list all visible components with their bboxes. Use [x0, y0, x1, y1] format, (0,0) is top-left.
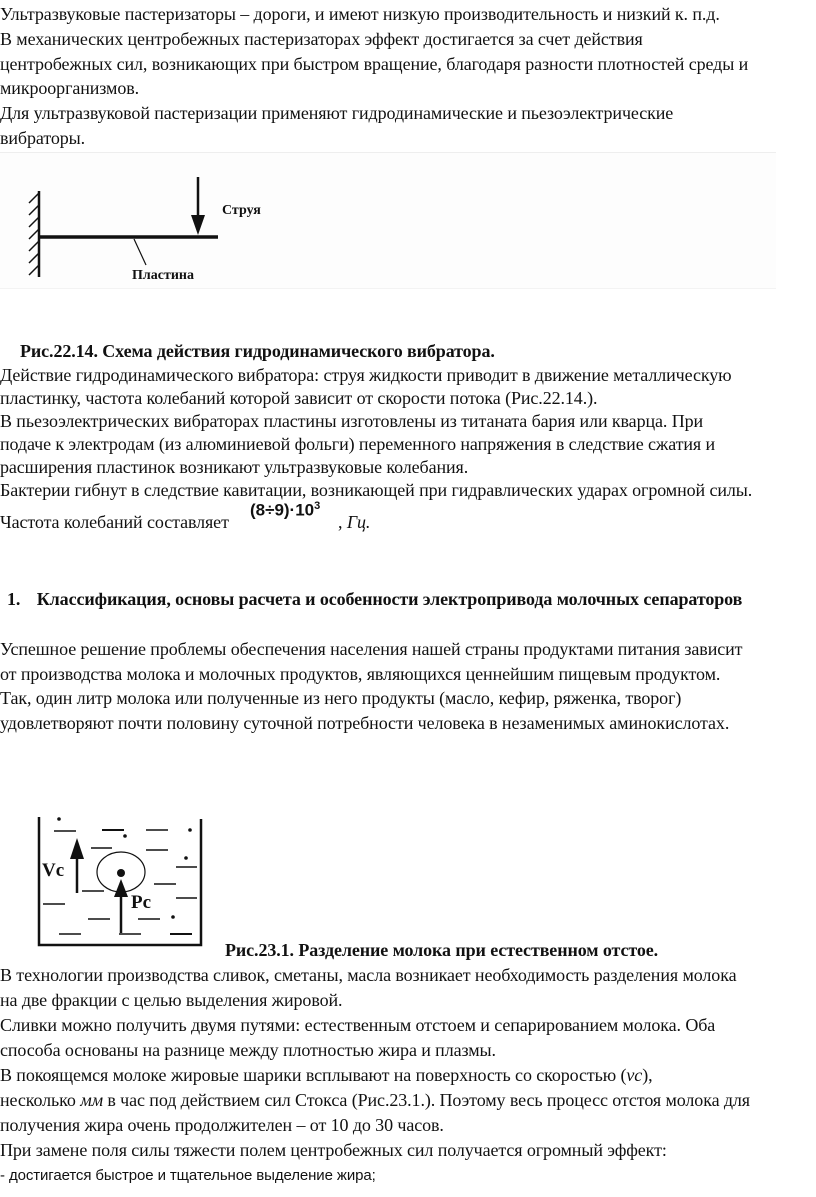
text-line: При замене поля силы тяжести полем центробежных сил получается огромный эффект:	[0, 1140, 667, 1160]
text-line: В технологии производства сливок, сметаны, масла возникает необходимость разделения молока	[0, 965, 737, 985]
text-line: Сливки можно получить двумя путями: естественным отстоем и сепарированием молока. Оба	[0, 1015, 716, 1035]
text-line: подаче к электродам (из алюминиевой фольги) переменного напряжения в следствие сжатия и	[0, 434, 716, 454]
text-line: Для ультразвуковой пастеризации применяют гидродинамические и пьезоэлектрические	[0, 103, 674, 123]
text-line	[0, 1088, 750, 1112]
formula-exponent: 3	[314, 500, 321, 512]
text-line: В пьезоэлектрических вибраторах пластины изготовлены из титаната бария или кварца. При	[0, 411, 704, 431]
section-heading	[7, 587, 742, 611]
text-line: центробежных сил, возникающих при быстром вращение, благодаря разности плотностей среды и	[0, 54, 749, 74]
list-item: - достигается быстрое и тщательное выделение жира;	[0, 1167, 376, 1184]
text-line: В механических центробежных пастеризаторах эффект достигается за счет действия	[0, 29, 643, 49]
frequency-line	[0, 510, 229, 534]
text-line: Так, один литр молока или полученные из него продукты (масло, кефир, ряженка, творог)	[0, 688, 682, 708]
formula-base: (8÷9)·10	[250, 500, 315, 520]
frequency-formula	[250, 500, 320, 521]
text-line: от производства молока и молочных продуктов, являющихся ценнейшим пищевым продуктом.	[0, 664, 721, 684]
frequency-unit	[338, 510, 370, 534]
text-segment: ),	[642, 1065, 653, 1085]
text-segment: в час под действием сил Стокса (Рис.23.1.). Поэтому весь процесс отстоя молока для	[102, 1090, 750, 1110]
plate-label: Пластина	[132, 268, 194, 283]
text-line: на две фракции с целью выделения жировой.	[0, 990, 343, 1010]
text-line	[0, 1063, 653, 1087]
text-line: удовлетворяют почти половину суточной потребности человека в незаменимых аминокислотах.	[0, 713, 730, 733]
figure-milk-separation	[36, 815, 211, 950]
velocity-symbol: vc	[626, 1065, 643, 1085]
section-title: Классификация, основы расчета и особенности электропривода молочных сепараторов	[36, 589, 743, 609]
frequency-prefix: Частота колебаний составляет	[0, 512, 229, 532]
text-line: получения жира очень продолжителен – от 10 до 30 часов.	[0, 1115, 444, 1135]
text-line: пластинку, частота колебаний которой зависит от скорости потока (Рис.22.14.).	[0, 388, 598, 408]
figure-caption: Рис.22.14. Схема действия гидродинамического вибратора.	[20, 341, 495, 361]
pc-label: Pc	[131, 892, 152, 913]
unit-separator: ,	[338, 512, 343, 532]
text-line: способа основаны на разнице между плотностью жира и плазмы.	[0, 1040, 496, 1060]
text-segment: несколько	[0, 1090, 81, 1110]
vc-label: Vc	[42, 860, 65, 881]
text-line: вибраторы.	[0, 128, 86, 148]
text-line: Действие гидродинамического вибратора: струя жидкости приводит в движение металлическую	[0, 365, 732, 385]
unit-hertz: Гц.	[346, 512, 371, 532]
text-line: расширения пластинок возникают ультразвуковые колебания.	[0, 457, 469, 477]
section-number: 1.	[7, 589, 21, 609]
milk-tank-diagram-icon	[36, 815, 211, 950]
text-line: микроорганизмов.	[0, 78, 140, 98]
jet-label: Струя	[222, 203, 261, 218]
unit-mm: мм	[80, 1090, 103, 1110]
text-line: Успешное решение проблемы обеспечения населения нашей страны продуктами питания зависит	[0, 639, 743, 659]
figure-hydrodynamic-vibrator	[0, 152, 776, 289]
figure-caption: Рис.23.1. Разделение молока при естественном отстое.	[225, 940, 659, 960]
text-line: Ультразвуковые пастеризаторы – дороги, и имеют низкую производительность и низкий к. п.д.	[0, 4, 720, 24]
text-line: Бактерии гибнут в следствие кавитации, возникающей при гидравлических ударах огромной силы.	[0, 480, 753, 500]
text-segment: В покоящемся молоке жировые шарики всплывают на поверхность со скоростью (	[0, 1065, 627, 1085]
